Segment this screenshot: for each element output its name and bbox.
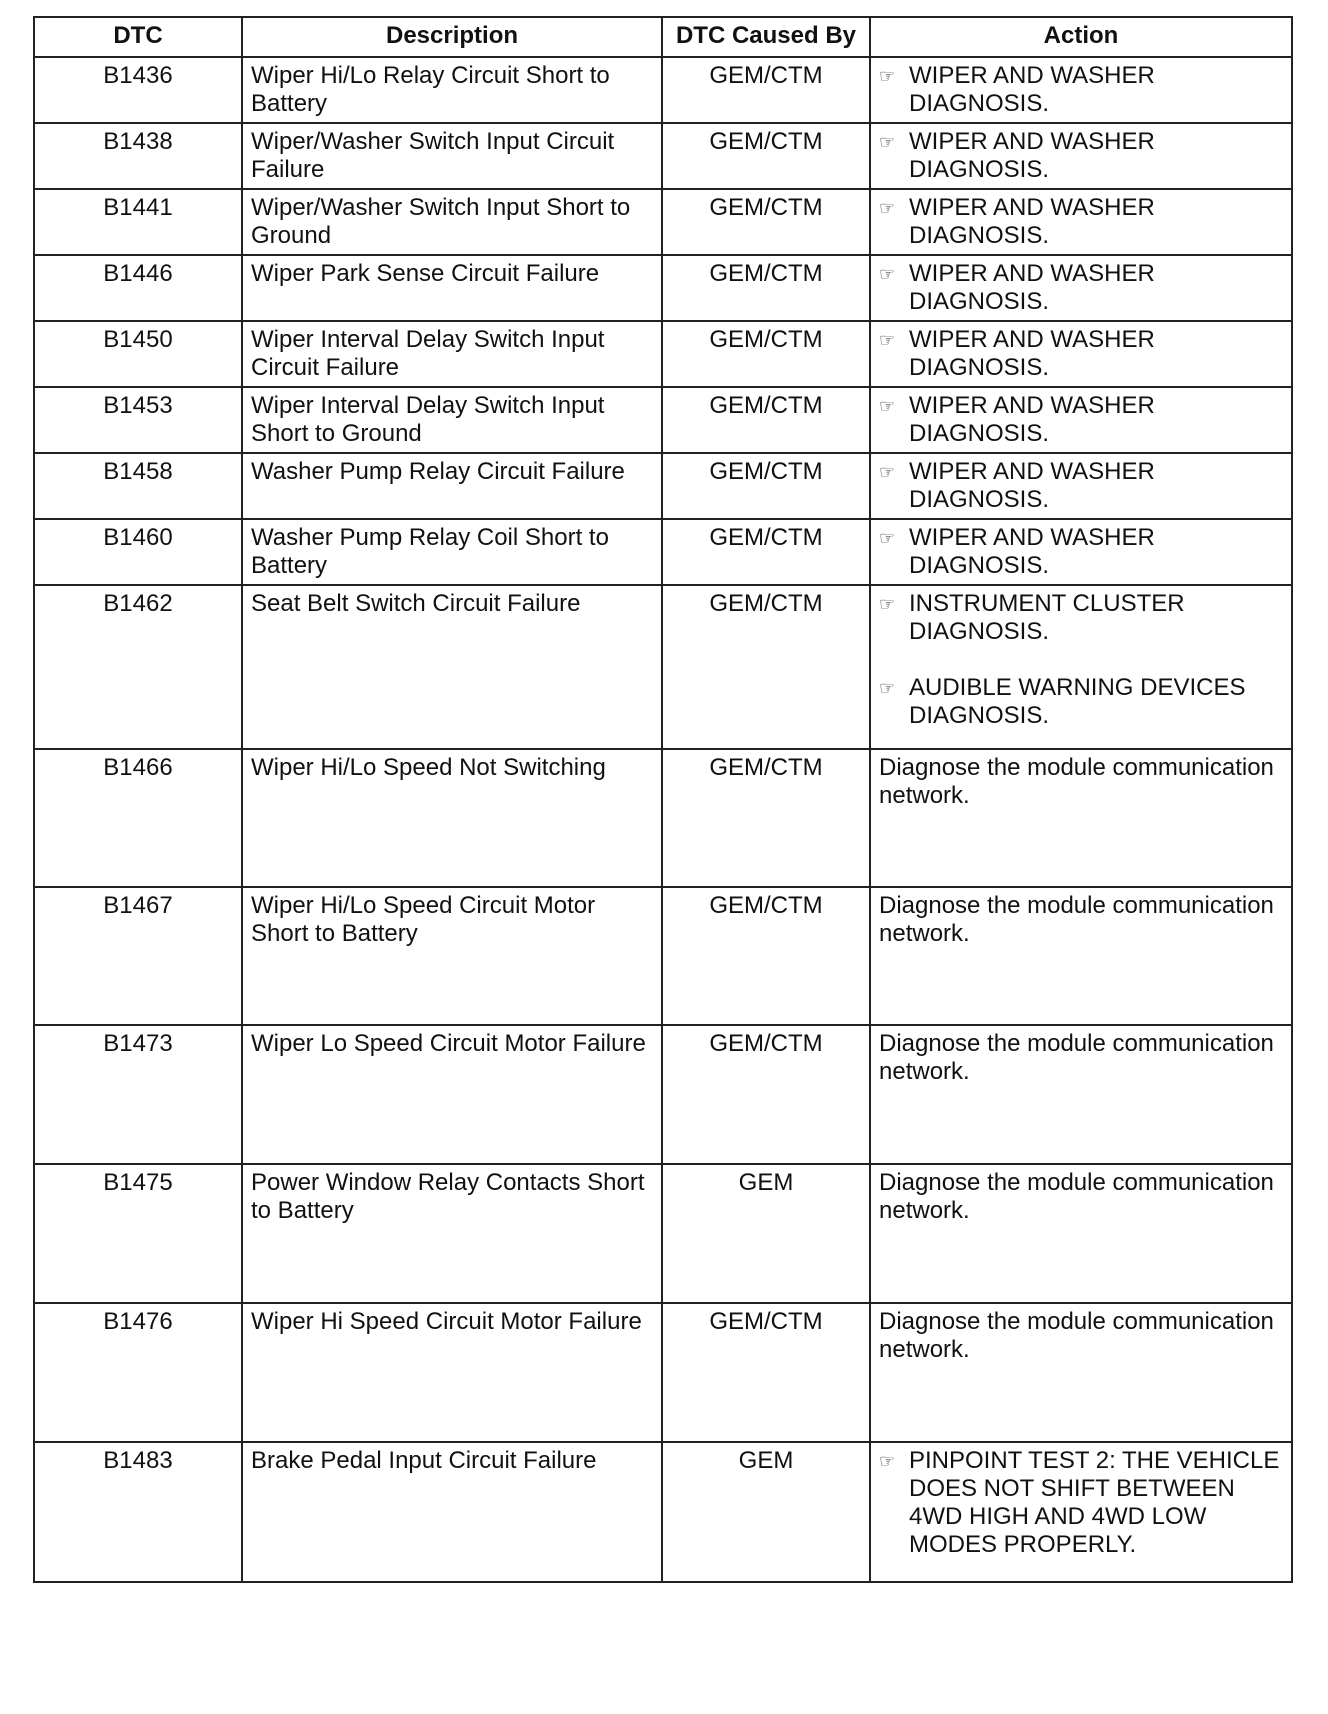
dtc-caused-by: GEM/CTM — [662, 321, 870, 387]
pointing-hand-icon: ☞ — [879, 264, 896, 284]
dtc-action — [870, 255, 1292, 321]
dtc-action — [870, 453, 1292, 519]
action-reference-link[interactable] — [879, 674, 1283, 730]
action-reference-text: AUDIBLE WARNING DEVICES DIAGNOSIS. — [909, 674, 1246, 729]
action-reference-link[interactable] — [879, 128, 1283, 184]
action-text: Diagnose the module communication network. — [879, 1030, 1274, 1085]
table-header-row — [34, 17, 1292, 57]
dtc-code: B1458 — [34, 453, 242, 519]
action-reference-link[interactable] — [879, 458, 1283, 514]
dtc-caused-by: GEM/CTM — [662, 453, 870, 519]
pointing-hand-icon: ☞ — [879, 528, 896, 548]
pointing-hand-icon: ☞ — [879, 132, 896, 152]
table-row — [34, 1303, 1292, 1442]
dtc-action — [870, 189, 1292, 255]
dtc-description: Wiper Hi/Lo Speed Not Switching — [242, 749, 662, 887]
action-reference-text: WIPER AND WASHER DIAGNOSIS. — [909, 62, 1155, 117]
action-reference-link[interactable] — [879, 326, 1283, 382]
pointing-hand-icon: ☞ — [879, 330, 896, 350]
dtc-description: Power Window Relay Contacts Short to Battery — [242, 1164, 662, 1303]
pointing-hand-icon: ☞ — [879, 462, 896, 482]
table-row — [34, 453, 1292, 519]
dtc-description: Wiper Hi Speed Circuit Motor Failure — [242, 1303, 662, 1442]
dtc-action — [870, 519, 1292, 585]
dtc-action — [870, 1025, 1292, 1164]
dtc-code: B1467 — [34, 887, 242, 1025]
action-reference-link[interactable] — [879, 194, 1283, 250]
dtc-caused-by: GEM/CTM — [662, 189, 870, 255]
header-dtc: DTC — [34, 17, 242, 57]
table-row — [34, 1025, 1292, 1164]
pointing-hand-icon: ☞ — [879, 396, 896, 416]
dtc-action — [870, 585, 1292, 749]
dtc-action — [870, 887, 1292, 1025]
action-reference-text: WIPER AND WASHER DIAGNOSIS. — [909, 260, 1155, 315]
table-row — [34, 57, 1292, 123]
dtc-caused-by: GEM/CTM — [662, 519, 870, 585]
dtc-code: B1466 — [34, 749, 242, 887]
action-reference-text: WIPER AND WASHER DIAGNOSIS. — [909, 524, 1155, 579]
dtc-description: Brake Pedal Input Circuit Failure — [242, 1442, 662, 1582]
dtc-code: B1476 — [34, 1303, 242, 1442]
action-text: Diagnose the module communication network. — [879, 1169, 1274, 1224]
action-text: Diagnose the module communication network. — [879, 892, 1274, 947]
action-reference-link[interactable] — [879, 590, 1283, 646]
pointing-hand-icon: ☞ — [879, 678, 896, 698]
dtc-description: Seat Belt Switch Circuit Failure — [242, 585, 662, 749]
table-row — [34, 1442, 1292, 1582]
dtc-action — [870, 387, 1292, 453]
table-row — [34, 1164, 1292, 1303]
dtc-action — [870, 749, 1292, 887]
dtc-description: Wiper Hi/Lo Relay Circuit Short to Battery — [242, 57, 662, 123]
dtc-description: Wiper Park Sense Circuit Failure — [242, 255, 662, 321]
dtc-caused-by: GEM/CTM — [662, 123, 870, 189]
action-reference-text: WIPER AND WASHER DIAGNOSIS. — [909, 128, 1155, 183]
dtc-action — [870, 1303, 1292, 1442]
dtc-table — [33, 16, 1293, 1583]
dtc-caused-by: GEM/CTM — [662, 749, 870, 887]
table-row — [34, 321, 1292, 387]
action-text: Diagnose the module communication network. — [879, 754, 1274, 809]
action-reference-text: WIPER AND WASHER DIAGNOSIS. — [909, 326, 1155, 381]
dtc-code: B1483 — [34, 1442, 242, 1582]
action-reference-text: INSTRUMENT CLUSTER DIAGNOSIS. — [909, 590, 1185, 645]
pointing-hand-icon: ☞ — [879, 198, 896, 218]
dtc-code: B1473 — [34, 1025, 242, 1164]
dtc-description: Wiper/Washer Switch Input Short to Ground — [242, 189, 662, 255]
table-row — [34, 519, 1292, 585]
dtc-description: Washer Pump Relay Circuit Failure — [242, 453, 662, 519]
dtc-description: Wiper/Washer Switch Input Circuit Failure — [242, 123, 662, 189]
table-row — [34, 749, 1292, 887]
dtc-code: B1475 — [34, 1164, 242, 1303]
action-reference-link[interactable] — [879, 1447, 1283, 1559]
dtc-caused-by: GEM — [662, 1164, 870, 1303]
dtc-description: Wiper Interval Delay Switch Input Short to Ground — [242, 387, 662, 453]
pointing-hand-icon: ☞ — [879, 1451, 896, 1471]
table-body — [34, 57, 1292, 1582]
dtc-code: B1460 — [34, 519, 242, 585]
pointing-hand-icon: ☞ — [879, 66, 896, 86]
header-action: Action — [870, 17, 1292, 57]
dtc-caused-by: GEM/CTM — [662, 57, 870, 123]
table-row — [34, 387, 1292, 453]
dtc-code: B1446 — [34, 255, 242, 321]
dtc-action — [870, 123, 1292, 189]
dtc-action — [870, 1442, 1292, 1582]
dtc-code: B1438 — [34, 123, 242, 189]
header-description: Description — [242, 17, 662, 57]
dtc-description: Wiper Interval Delay Switch Input Circuit Failure — [242, 321, 662, 387]
table-row — [34, 887, 1292, 1025]
dtc-caused-by: GEM/CTM — [662, 1303, 870, 1442]
action-text: Diagnose the module communication network. — [879, 1308, 1274, 1363]
dtc-code: B1453 — [34, 387, 242, 453]
dtc-caused-by: GEM/CTM — [662, 255, 870, 321]
dtc-description: Wiper Hi/Lo Speed Circuit Motor Short to Battery — [242, 887, 662, 1025]
action-reference-link[interactable] — [879, 392, 1283, 448]
dtc-description: Washer Pump Relay Coil Short to Battery — [242, 519, 662, 585]
dtc-caused-by: GEM/CTM — [662, 387, 870, 453]
action-reference-text: PINPOINT TEST 2: THE VEHICLE DOES NOT SHIFT BETWEEN 4WD HIGH AND 4WD LOW MODES PROPERLY. — [909, 1447, 1280, 1558]
table-row — [34, 189, 1292, 255]
action-reference-text: WIPER AND WASHER DIAGNOSIS. — [909, 458, 1155, 513]
pointing-hand-icon: ☞ — [879, 594, 896, 614]
dtc-action — [870, 57, 1292, 123]
dtc-caused-by: GEM/CTM — [662, 1025, 870, 1164]
action-reference-link[interactable] — [879, 260, 1283, 316]
action-reference-text: WIPER AND WASHER DIAGNOSIS. — [909, 392, 1155, 447]
dtc-action — [870, 321, 1292, 387]
table-row — [34, 123, 1292, 189]
header-caused-by: DTC Caused By — [662, 17, 870, 57]
dtc-code: B1462 — [34, 585, 242, 749]
table-row — [34, 255, 1292, 321]
dtc-caused-by: GEM/CTM — [662, 887, 870, 1025]
dtc-description: Wiper Lo Speed Circuit Motor Failure — [242, 1025, 662, 1164]
action-reference-text: WIPER AND WASHER DIAGNOSIS. — [909, 194, 1155, 249]
dtc-code: B1436 — [34, 57, 242, 123]
dtc-code: B1441 — [34, 189, 242, 255]
dtc-code: B1450 — [34, 321, 242, 387]
action-reference-link[interactable] — [879, 524, 1283, 580]
dtc-caused-by: GEM/CTM — [662, 585, 870, 749]
dtc-caused-by: GEM — [662, 1442, 870, 1582]
action-reference-link[interactable] — [879, 62, 1283, 118]
dtc-action — [870, 1164, 1292, 1303]
table-row — [34, 585, 1292, 749]
